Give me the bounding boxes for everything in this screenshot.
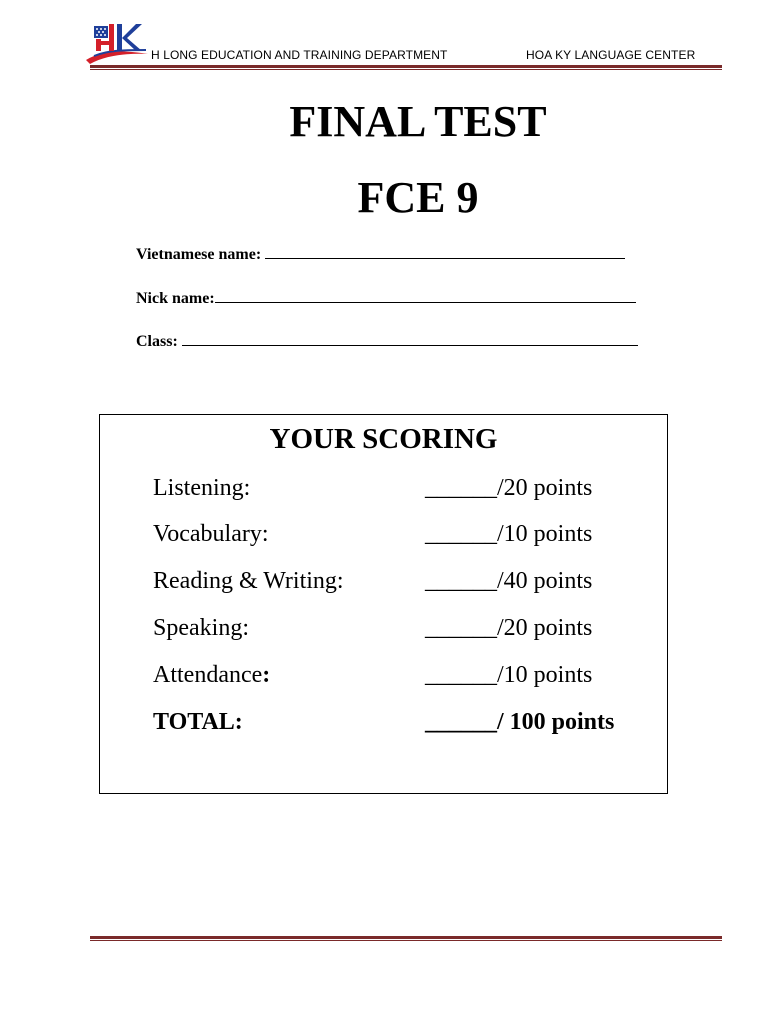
class-label: Class: xyxy=(136,333,182,350)
score-value: ______/10 points xyxy=(425,662,593,688)
score-label: Speaking: xyxy=(153,615,249,641)
score-value: ______/10 points xyxy=(425,521,593,547)
class-field xyxy=(136,331,638,351)
score-value: ______/20 points xyxy=(425,475,593,501)
nick-name-label: Nick name: xyxy=(136,290,215,307)
nick-name-blank xyxy=(215,288,636,303)
score-label: Reading & Writing: xyxy=(153,568,344,594)
footer-rule xyxy=(90,936,722,941)
score-label: Attendance xyxy=(153,662,263,688)
score-label: Vocabulary: xyxy=(153,521,269,547)
score-label-colon: : xyxy=(262,662,271,688)
total-value: ______/ 100 points xyxy=(425,709,615,735)
score-label-attendance xyxy=(153,662,270,689)
header-rule xyxy=(90,65,722,70)
header-department-text: H LONG EDUCATION AND TRAINING DEPARTMENT xyxy=(151,48,448,62)
hoa-ky-logo xyxy=(84,20,150,64)
scoring-title: YOUR SCORING xyxy=(269,423,498,455)
vietnamese-name-blank xyxy=(265,244,625,259)
score-value: ______/40 points xyxy=(425,568,593,594)
scoring-box xyxy=(99,414,668,794)
score-value: ______/20 points xyxy=(425,615,593,641)
total-label: TOTAL: xyxy=(153,709,243,735)
score-label: Listening: xyxy=(153,475,251,501)
class-blank xyxy=(182,331,638,346)
header-center-text: HOA KY LANGUAGE CENTER xyxy=(526,48,696,62)
vietnamese-name-label: Vietnamese name: xyxy=(136,246,266,263)
vietnamese-name-field xyxy=(136,244,625,264)
nick-name-field xyxy=(136,288,636,308)
page-title: FINAL TEST xyxy=(289,97,547,146)
page-subtitle: FCE 9 xyxy=(357,173,479,222)
